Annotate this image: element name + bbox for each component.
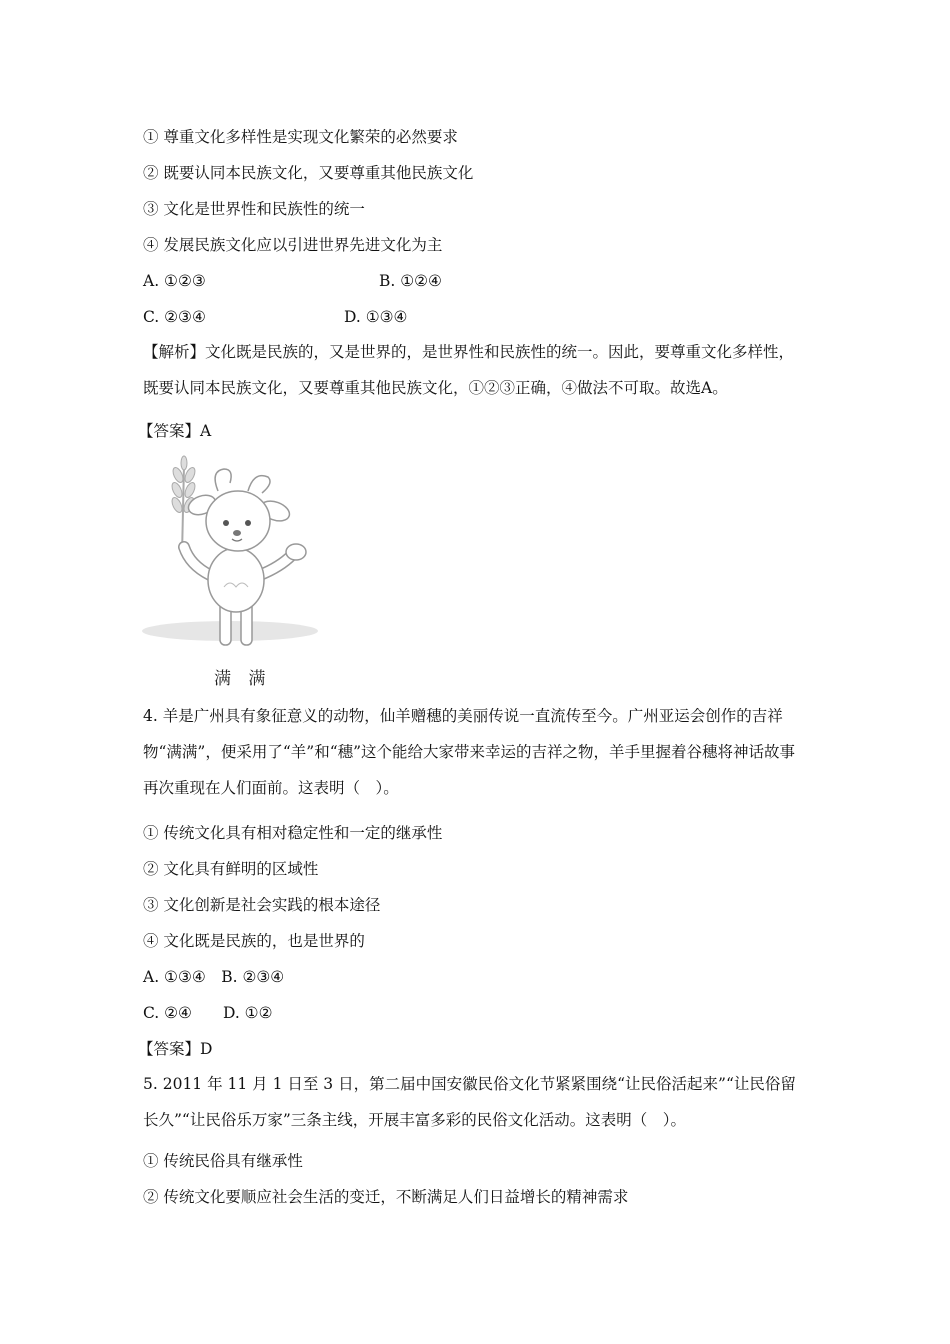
q3-option-c: C. ②③④ [143,308,206,326]
q3-option-b: B. ①②④ [379,272,442,290]
q4-item-2: ② 文化具有鲜明的区域性 [143,860,319,878]
q4-answer: 【答案】D [138,1040,213,1058]
q4-options-row-2: C. ②④ D. ①② [143,1004,273,1022]
figure-caption: 满 满 [214,669,272,689]
q3-answer: 【答案】A [138,422,212,440]
q3-item-3: ③ 文化是世界性和民族性的统一 [143,200,365,218]
q3-option-a: A. ①②③ [143,272,206,290]
q5-item-1: ① 传统民俗具有继承性 [143,1152,303,1170]
q4-item-4: ④ 文化既是民族的，也是世界的 [143,932,365,950]
mascot-illustration [140,455,320,690]
q3-item-4: ④ 发展民族文化应以引进世界先进文化为主 [143,236,443,254]
q3-item-2: ② 既要认同本民族文化，又要尊重其他民族文化 [143,164,474,182]
q3-option-d: D. ①③④ [344,308,408,326]
q4-item-1: ① 传统文化具有相对稳定性和一定的继承性 [143,824,443,842]
q3-item-1: ① 尊重文化多样性是实现文化繁荣的必然要求 [143,128,458,146]
mascot-figure [140,455,320,690]
q4-item-3: ③ 文化创新是社会实践的根本途径 [143,896,381,914]
q3-analysis: 【解析】文化既是民族的，又是世界的，是世界性和民族性的统一。因此，要尊重文化多样性，既要认同本民族文化，又要尊重其他民族文化，①②③正确，④做法不可取。故选A。 [143,343,795,397]
q5-stem: 5. 2011 年 11 月 1 日至 3 日，第二届中国安徽民俗文化节紧紧围绕“让民俗活起来”“让民俗留长久”“让民俗乐万家”三条主线，开展丰富多彩的民俗文化活动。这表明（ ）。 [143,1075,796,1129]
q4-stem: 4. 羊是广州具有象征意义的动物，仙羊赠穗的美丽传说一直流传至今。广州亚运会创作的吉祥物“满满”，便采用了“羊”和“穗”这个能给大家带来幸运的吉祥之物，羊手里握着谷穗将神话故事再次重现在人们面前。这表明（ ）。 [143,707,796,797]
q4-options-row-1: A. ①③④ B. ②③④ [143,968,285,986]
q5-item-2: ② 传统文化要顺应社会生活的变迁，不断满足人们日益增长的精神需求 [143,1188,629,1206]
